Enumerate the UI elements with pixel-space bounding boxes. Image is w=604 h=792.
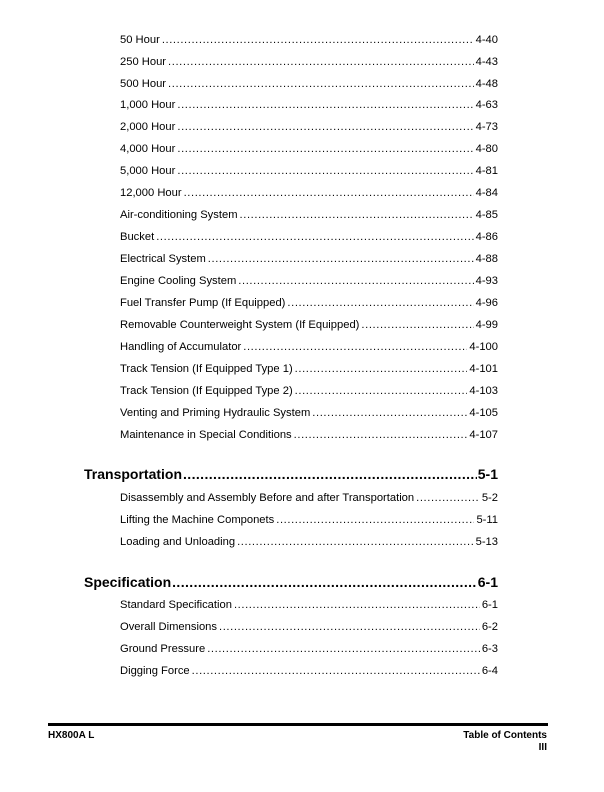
toc-entry[interactable]: Electrical System ..... 4-88 (120, 251, 498, 267)
toc-entry[interactable]: 12,000 Hour ..... 4-84 (120, 185, 498, 201)
footer-page-number: III (538, 742, 547, 753)
footer-model: HX800A L (48, 730, 95, 741)
toc-entry[interactable]: Lifting the Machine Componets ..... 5-11 (120, 512, 498, 528)
toc-entry[interactable]: 50 Hour ..... 4-40 (120, 32, 498, 48)
footer-info (463, 730, 547, 754)
toc-entry[interactable]: Handling of Accumulator ..... 4-100 (120, 339, 498, 355)
toc-entry[interactable]: Standard Specification ..... 6-1 (120, 597, 498, 613)
toc-entry[interactable]: Loading and Unloading ..... 5-13 (120, 534, 498, 550)
toc-entry[interactable]: Ground Pressure ..... 6-3 (120, 641, 498, 657)
toc-entry[interactable]: Digging Force ..... 6-4 (120, 663, 498, 679)
section-heading-transportation[interactable]: Transportation ..... 5-1 (84, 464, 498, 484)
toc-entry[interactable]: Disassembly and Assembly Before and after Transportation ..... 5-2 (120, 490, 498, 506)
toc-entry[interactable]: Air-conditioning System ..... 4-85 (120, 207, 498, 223)
footer-divider (48, 723, 548, 726)
toc-entry[interactable]: Track Tension (If Equipped Type 1) ..... 4-101 (120, 361, 498, 377)
toc-entry[interactable]: Engine Cooling System ..... 4-93 (120, 273, 498, 289)
toc-entry[interactable]: Fuel Transfer Pump (If Equipped) ..... 4-96 (120, 295, 498, 311)
toc-entry[interactable]: 4,000 Hour ..... 4-80 (120, 141, 498, 157)
section-heading-specification[interactable]: Specification ..... 6-1 (84, 572, 498, 592)
toc-entry[interactable]: 250 Hour ..... 4-43 (120, 54, 498, 70)
toc-entry[interactable]: 500 Hour ..... 4-48 (120, 76, 498, 92)
toc-entry[interactable]: Removable Counterweight System (If Equipped) ..... 4-99 (120, 317, 498, 333)
toc-entry[interactable]: 2,000 Hour ..... 4-73 (120, 119, 498, 135)
toc-entry[interactable]: 5,000 Hour ..... 4-81 (120, 163, 498, 179)
footer-section-title: Table of Contents (463, 730, 547, 741)
toc-entry[interactable]: Overall Dimensions ..... 6-2 (120, 619, 498, 635)
toc-entry[interactable]: Bucket ..... 4-86 (120, 229, 498, 245)
toc-entry[interactable]: 1,000 Hour ..... 4-63 (120, 97, 498, 113)
toc-entry[interactable]: Maintenance in Special Conditions ..... 4-107 (120, 427, 498, 443)
toc-entry[interactable]: Venting and Priming Hydraulic System ..... 4-105 (120, 405, 498, 421)
toc-entry[interactable]: Track Tension (If Equipped Type 2) ..... 4-103 (120, 383, 498, 399)
